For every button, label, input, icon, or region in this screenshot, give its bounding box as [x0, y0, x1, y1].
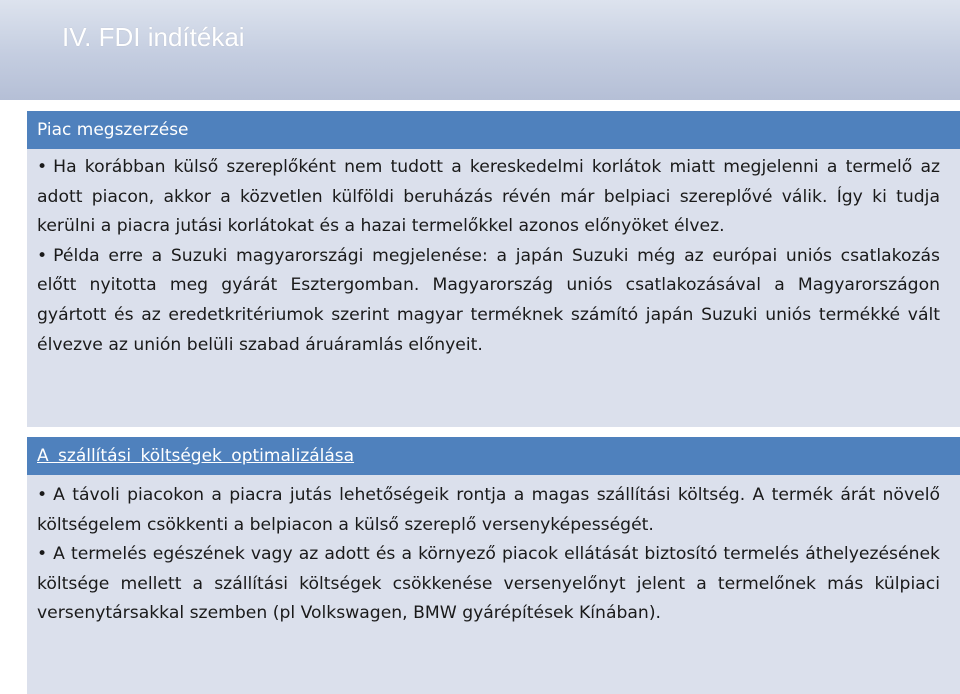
bullet-icon: • — [37, 157, 48, 177]
bullet-text: A termelés egészének vagy az adott és a környező piacok ellátását biztosító termelés áthelyezésének költsége mellett a szállítási költségek csökkenése versenyelőnyt jelent a termelőnek más külpiaci versenytársakkal szemben (pl Volkswagen, BMW gyárépítések Kínában). — [37, 544, 940, 624]
bullet-text: Példa erre a Suzuki magyarországi megjelenése: a japán Suzuki még az európai uniós csatlakozás előtt nyitotta meg gyárát Esztergomban. Magyarország uniós csatlakozásával a Magyarországon gyártott és az eredetkritériumok szerint magyar terméknek számító japán Suzuki uniós termékké vált élvezve az unión belüli szabad áruáramlás előnyeit. — [37, 245, 940, 355]
bullet-paragraph — [37, 153, 940, 242]
section-heading: Piac megszerzése — [27, 111, 960, 149]
section-market-acquisition — [27, 111, 960, 427]
bullet-paragraph — [37, 540, 940, 629]
section-transport-costs — [27, 437, 960, 694]
bullet-icon: • — [37, 245, 48, 266]
bullet-icon: • — [37, 485, 48, 505]
section-heading: A szállítási költségek optimalizálása — [27, 437, 960, 475]
title-bar — [0, 0, 960, 100]
slide-title: IV. FDI indítékai — [62, 22, 245, 52]
bullet-icon: • — [37, 544, 48, 565]
section-body — [27, 475, 960, 694]
bullet-paragraph — [37, 481, 940, 540]
bullet-paragraph — [37, 242, 940, 360]
bullet-text: A távoli piacokon a piacra jutás lehetőségeik rontja a magas szállítási költség. A termék árát növelő költségelem csökkenti a belpiacon a külső szereplő versenyképességét. — [37, 485, 940, 535]
section-body — [27, 149, 960, 427]
bullet-text: Ha korábban külső szereplőként nem tudott a kereskedelmi korlátok miatt megjelenni a termelő az adott piacon, akkor a közvetlen külföldi beruházás révén már belpiaci szereplővé válik. Így ki tudja kerülni a piacra jutási korlátokat és a hazai termelőkkel azonos előnyöket élvez. — [37, 157, 940, 237]
